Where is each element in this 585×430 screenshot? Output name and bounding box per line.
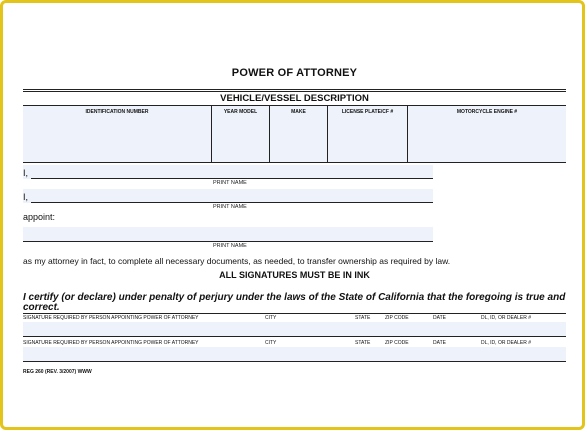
identification-number-cell[interactable] xyxy=(23,106,212,163)
state-label-1: STATE xyxy=(355,315,371,321)
print-name-caption-3: PRINT NAME xyxy=(213,243,247,249)
identification-number-header: IDENTIFICATION NUMBER xyxy=(85,109,149,115)
name-field-2[interactable] xyxy=(31,202,433,203)
date-label-2: DATE xyxy=(433,340,446,346)
make-cell[interactable] xyxy=(270,106,328,163)
make-header: MAKE xyxy=(291,109,306,115)
attorney-field-background xyxy=(23,227,433,241)
vehicle-section-title: VEHICLE/VESSEL DESCRIPTION xyxy=(220,93,369,104)
power-of-attorney-form xyxy=(23,23,566,415)
attorney-name-field[interactable] xyxy=(23,241,433,242)
name-line-2-prefix: I, xyxy=(23,192,29,202)
city-label-1: CITY xyxy=(265,315,277,321)
certification-statement: I certify (or declare) under penalty of perjury under the laws of the State of California that the foregoing is true and correct. xyxy=(23,292,566,313)
signature-field-2[interactable] xyxy=(23,347,566,361)
signature-row-1-top-rule xyxy=(23,313,566,314)
signature-label-2: SIGNATURE REQUIRED BY PERSON APPOINTING POWER OF ATTORNEY xyxy=(23,340,199,346)
print-name-caption-2: PRINT NAME xyxy=(213,204,247,210)
name-line-1-prefix: I, xyxy=(23,168,29,178)
form-footer: REG 260 (REV. 3/2007) WWW xyxy=(23,369,92,375)
attorney-statement: as my attorney in fact, to complete all necessary documents, as needed, to transfer ownership as required by law. xyxy=(23,256,451,266)
motorcycle-engine-cell[interactable] xyxy=(408,106,566,163)
state-label-2: STATE xyxy=(355,340,371,346)
city-label-2: CITY xyxy=(265,340,277,346)
print-name-caption-1: PRINT NAME xyxy=(213,180,247,186)
zip-label-2: ZIP CODE xyxy=(385,340,409,346)
appoint-label: appoint: xyxy=(23,212,56,222)
year-model-cell[interactable] xyxy=(212,106,270,163)
form-title: POWER OF ATTORNEY xyxy=(231,67,358,79)
date-label-1: DATE xyxy=(433,315,446,321)
ink-notice: ALL SIGNATURES MUST BE IN INK xyxy=(219,270,370,280)
signature-field-1[interactable] xyxy=(23,322,566,336)
signature-row-1-bottom-rule xyxy=(23,336,566,337)
title-rule-inner xyxy=(23,91,566,92)
name-field-1[interactable] xyxy=(31,178,433,179)
zip-label-1: ZIP CODE xyxy=(385,315,409,321)
name-field-2-background xyxy=(23,189,433,203)
signature-row-2-bottom-rule xyxy=(23,361,566,362)
license-plate-cell[interactable] xyxy=(328,106,408,163)
signature-label-1: SIGNATURE REQUIRED BY PERSON APPOINTING POWER OF ATTORNEY xyxy=(23,315,199,321)
vehicle-description-table xyxy=(23,105,566,163)
motorcycle-engine-header: MOTORCYCLE ENGINE # xyxy=(456,109,518,115)
license-plate-header: LICENSE PLATE/CF # xyxy=(341,109,394,115)
dl-label-1: DL, ID, OR DEALER # xyxy=(481,315,532,321)
title-rule xyxy=(23,89,566,90)
year-model-header: YEAR MODEL xyxy=(223,109,258,115)
name-field-1-background xyxy=(23,165,433,179)
dl-label-2: DL, ID, OR DEALER # xyxy=(481,340,532,346)
